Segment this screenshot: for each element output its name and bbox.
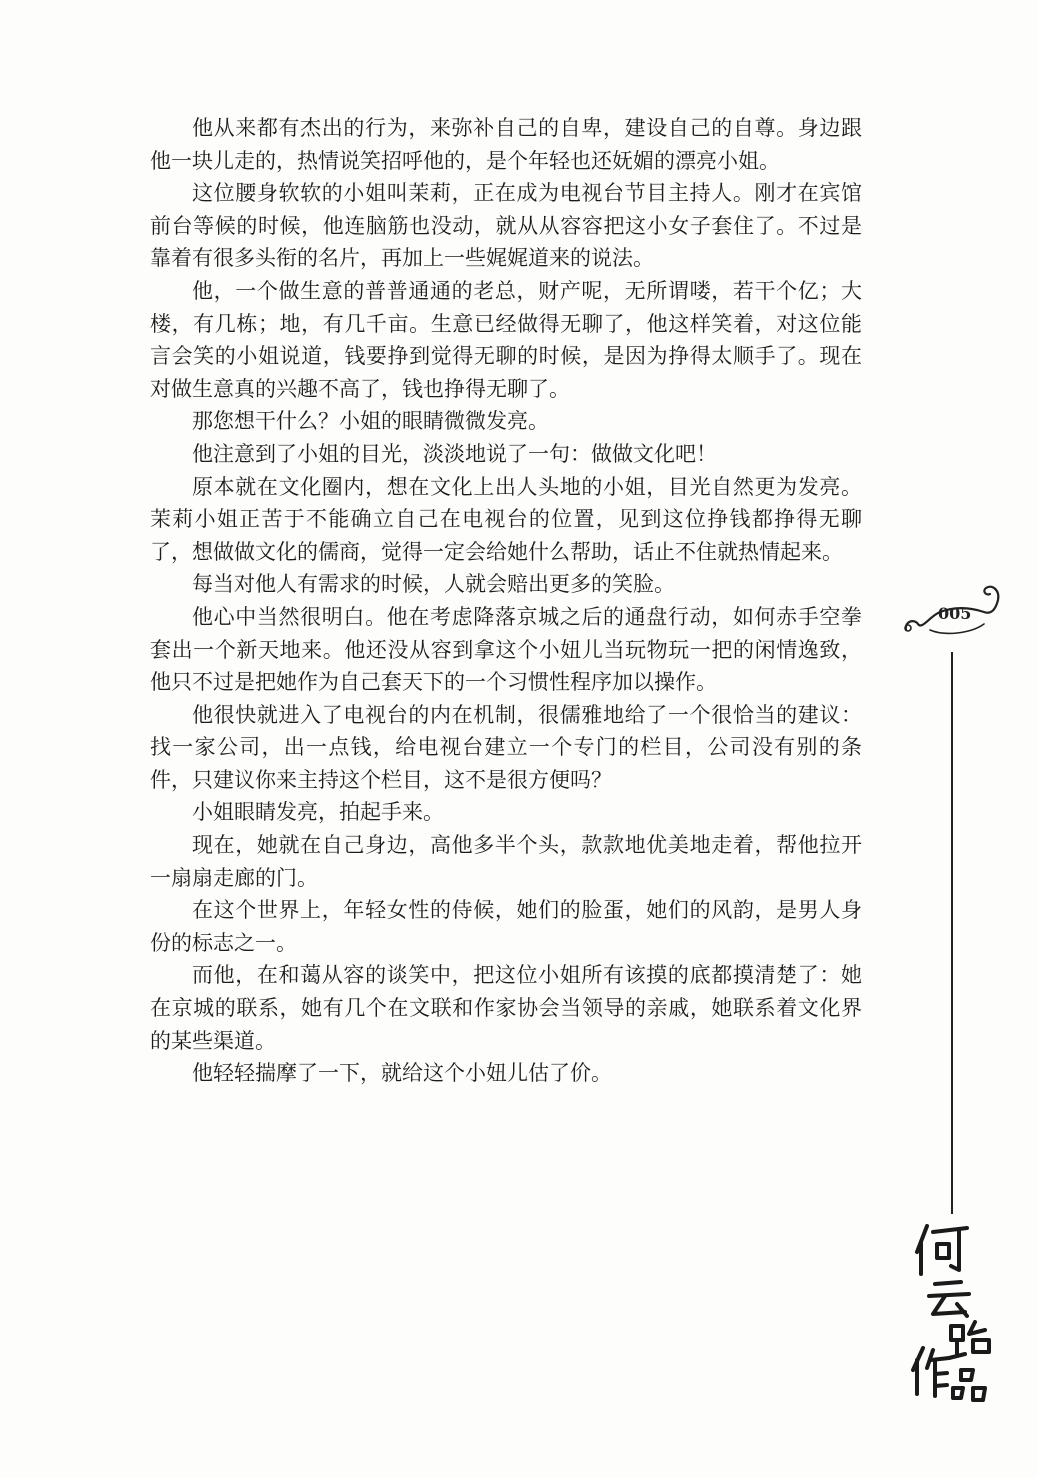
paragraph-2: 这位腰身软软的小姐叫茉莉，正在成为电视台节目主持人。刚才在宾馆前台等候的时候，他连脑筋也没动，就从从容容把这小女子套住了。不过是靠着有很多头衔的名片，再加上一些娓娓道来的说法。 <box>150 181 862 271</box>
paragraph-7: 每当对他人有需求的时候，人就会赔出更多的笑脸。 <box>192 572 675 597</box>
paragraph-11: 现在，她就在自己身边，高他多半个头，款款地优美地走着，帮他拉开一扇扇走廊的门。 <box>150 833 862 890</box>
vertical-rule <box>951 652 953 1214</box>
paragraph-14: 他轻轻揣摩了一下，就给这个小妞儿估了价。 <box>192 1061 612 1086</box>
paragraph-3: 他，一个做生意的普普通通的老总，财产呢，无所谓喽，若干个亿；大楼，有几栋；地，有几千亩。生意已经做得无聊了，他这样笑着，对这位能言会笑的小姐说道，钱要挣到觉得无聊的时候，是因为挣得太顺手了。现在对做生意真的兴趣不高了，钱也挣得无聊了。 <box>150 278 862 401</box>
author-signature <box>905 1218 1005 1408</box>
paragraph-8: 他心中当然很明白。他在考虑降落京城之后的通盘行动，如何赤手空拳套出一个新天地来。他还没从容到拿这个小妞儿当玩物玩一把的闲情逸致，他只不过是把她作为自己套天下的一个习惯性程序加以操作。 <box>150 604 862 695</box>
paragraph-4: 那您想干什么？小姐的眼睛微微发亮。 <box>192 409 549 434</box>
paragraph-12: 在这个世界上，年轻女性的侍候，她们的脸蛋，她们的风韵，是男人身份的标志之一。 <box>150 898 862 955</box>
paragraph-5: 他注意到了小姐的目光，淡淡地说了一句：做做文化吧！ <box>192 441 717 466</box>
paragraph-6: 原本就在文化圈内，想在文化上出人头地的小姐，目光自然更为发亮。茉莉小姐正苦于不能确立自己在电视台的位置，见到这位挣钱都挣得无聊了，想做做文化的儒商，觉得一定会给她什么帮助，话止不住就热情起来。 <box>150 474 862 564</box>
calligraphy-signature-icon <box>905 1218 1005 1408</box>
page-number-ornament <box>900 578 1010 638</box>
paragraph-13: 而他，在和蔼从容的谈笑中，把这位小姐所有该摸的底都摸清楚了：她在京城的联系，她有几个在文联和作家协会当领导的亲戚，她联系着文化界的某些渠道。 <box>150 963 862 1053</box>
body-text <box>150 112 862 1090</box>
paragraph-9: 他很快就进入了电视台的内在机制，很儒雅地给了一个很恰当的建议：找一家公司，出一点钱，给电视台建立一个专门的栏目，公司没有别的条件，只建议你来主持这个栏目，这不是很方便吗？ <box>150 702 862 792</box>
page-number: 005 <box>938 604 972 623</box>
paragraph-10: 小姐眼睛发亮，拍起手来。 <box>192 800 444 825</box>
paragraph-1: 他从来都有杰出的行为，来弥补自己的自卑，建设自己的自尊。身边跟他一块儿走的，热情说笑招呼他的，是个年轻也还妩媚的漂亮小姐。 <box>150 116 862 173</box>
